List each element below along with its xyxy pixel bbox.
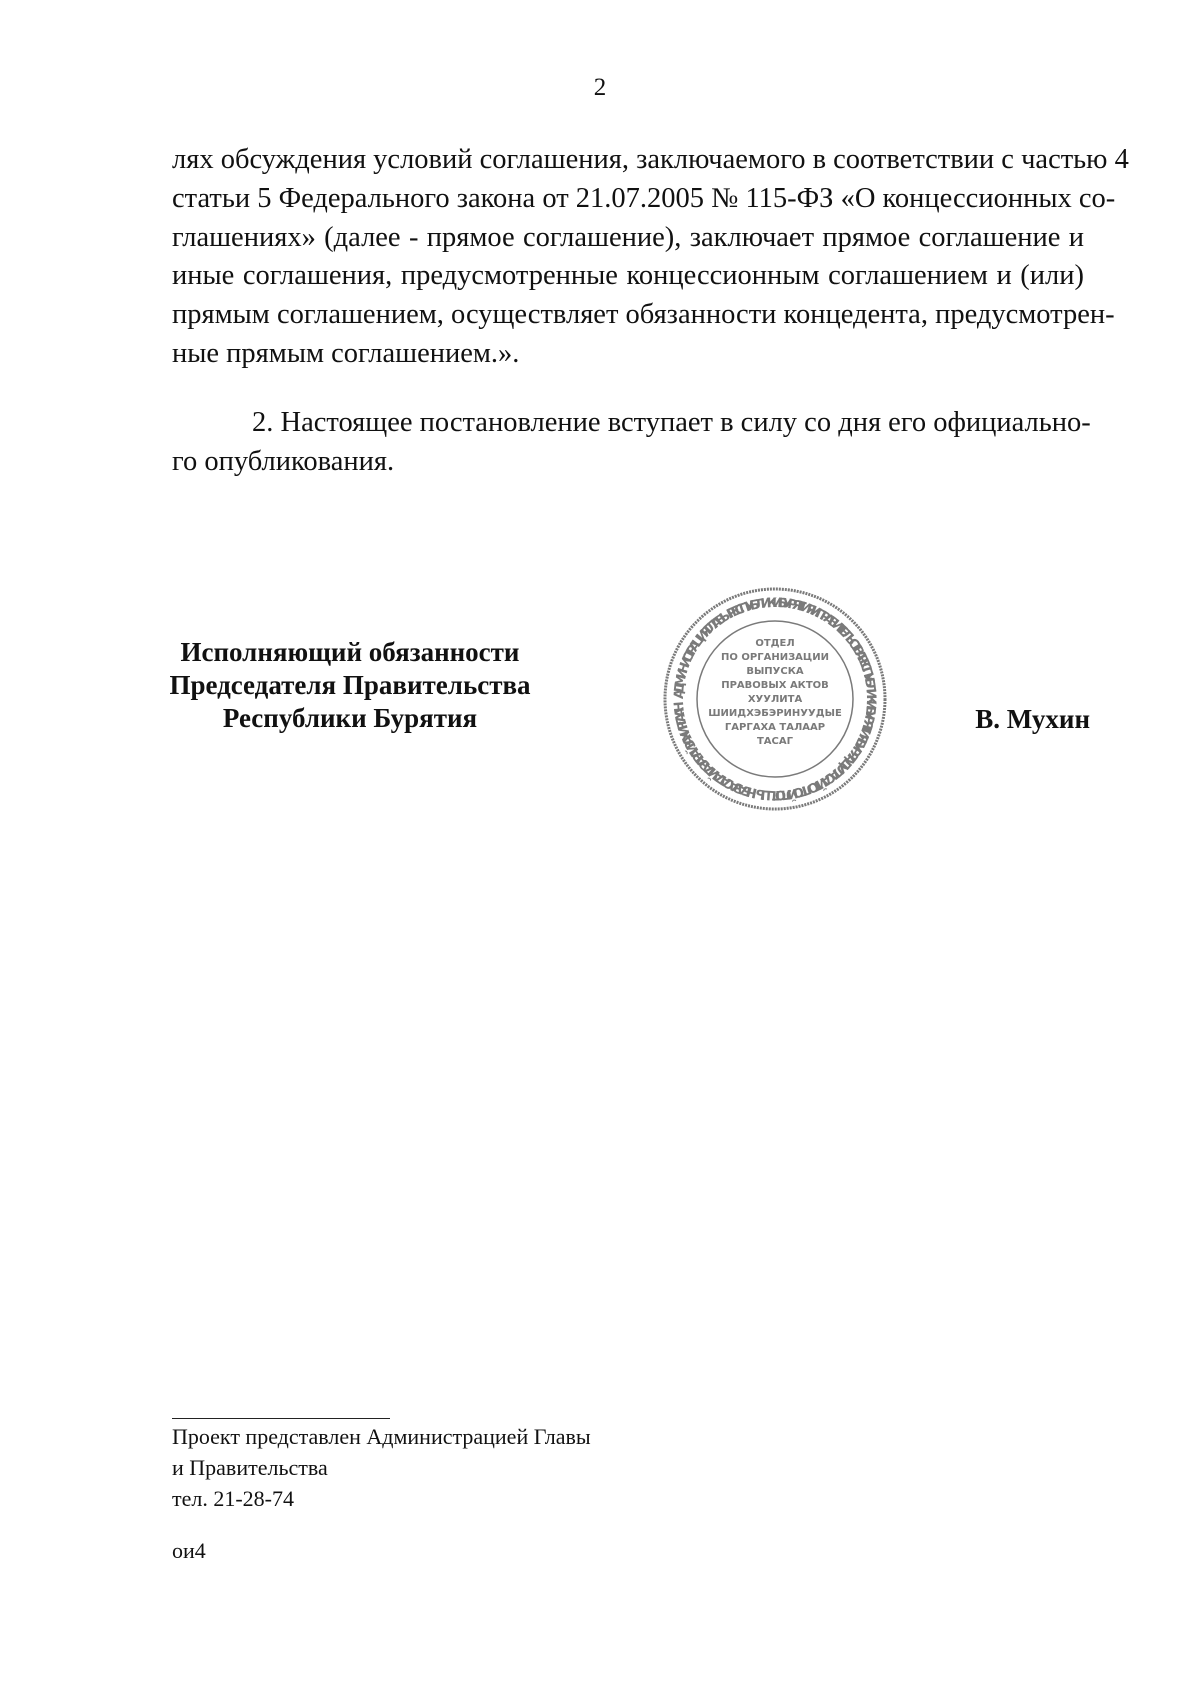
- footnote-line: тел. 21-28-74: [172, 1486, 295, 1511]
- paragraph-2-line: 2. Настоящее постановление вступает в силу со дня его официально-: [252, 407, 1091, 438]
- paragraph-1-line: ные прямым соглашением.».: [172, 337, 520, 369]
- page-number: 2: [593, 74, 607, 101]
- footnote-line: Проект представлен Администрацией Главы: [172, 1424, 591, 1449]
- signer-title: [160, 636, 540, 735]
- stamp-inner-line: ОТДЕЛ: [755, 638, 795, 649]
- document-code: ои4: [172, 1538, 206, 1563]
- stamp-inner-text: [708, 638, 842, 747]
- paragraph-1-line: иные соглашения, предусмотренные концессионным соглашением и (или): [172, 260, 1084, 292]
- signer-name: В. Мухин: [975, 704, 1090, 734]
- stamp-outer-text: АДМИНИСТРАЦИЯ ГЛАВЫ РЕСПУБЛИКИ БУРЯТИЯ И ПРАВИТЕЛЬСТВА РЕСПУБЛИКИ БУРЯТИЯ БУРЯАД УЛАСАЙ ТОЛГОЙЛОГШЫН БА ЗАСАГАЙ ГАЗАРАЙ ЗАХИРГААН: [671, 595, 879, 803]
- stamp-inner-line: ПРАВОВЫХ АКТОВ: [721, 680, 829, 691]
- signer-title-line: Председателя Правительства: [169, 670, 531, 700]
- paragraph-2-line: го опубликования.: [172, 445, 395, 477]
- paragraph-1-line: глашениях» (далее - прямое соглашение), заключает прямое соглашение и: [172, 221, 1084, 253]
- stamp-inner-line: ГАРГАХА ТАЛААР: [724, 722, 826, 733]
- official-stamp: [660, 584, 890, 814]
- footnote-divider: [172, 1418, 390, 1419]
- stamp-inner-line: ВЫПУСКА: [746, 666, 804, 677]
- paragraph-1-line: статьи 5 Федерального закона от 21.07.2005 № 115-ФЗ «О концессионных со-: [172, 182, 1116, 214]
- paragraph-1-line: лях обсуждения условий соглашения, заключаемого в соответствии с частью 4: [172, 144, 1129, 175]
- paragraph-1-line: прямым соглашением, осуществляет обязанности концедента, предусмотрен-: [172, 299, 1115, 331]
- stamp-inner-line: ТАСАГ: [756, 736, 794, 747]
- stamp-inner-line: ПО ОРГАНИЗАЦИИ: [721, 652, 829, 663]
- signer-title-line: Исполняющий обязанности: [180, 637, 520, 667]
- paragraph-1: [172, 141, 1129, 374]
- footnote: [172, 1421, 591, 1514]
- stamp-inner-line: ШИИДХЭБЭРИНУУДЫЕ: [708, 708, 842, 719]
- footnote-line: и Правительства: [172, 1455, 328, 1480]
- paragraph-2: [172, 404, 1091, 482]
- signer-title-line: Республики Бурятия: [222, 703, 478, 733]
- stamp-inner-line: ХУУЛИТА: [747, 694, 803, 705]
